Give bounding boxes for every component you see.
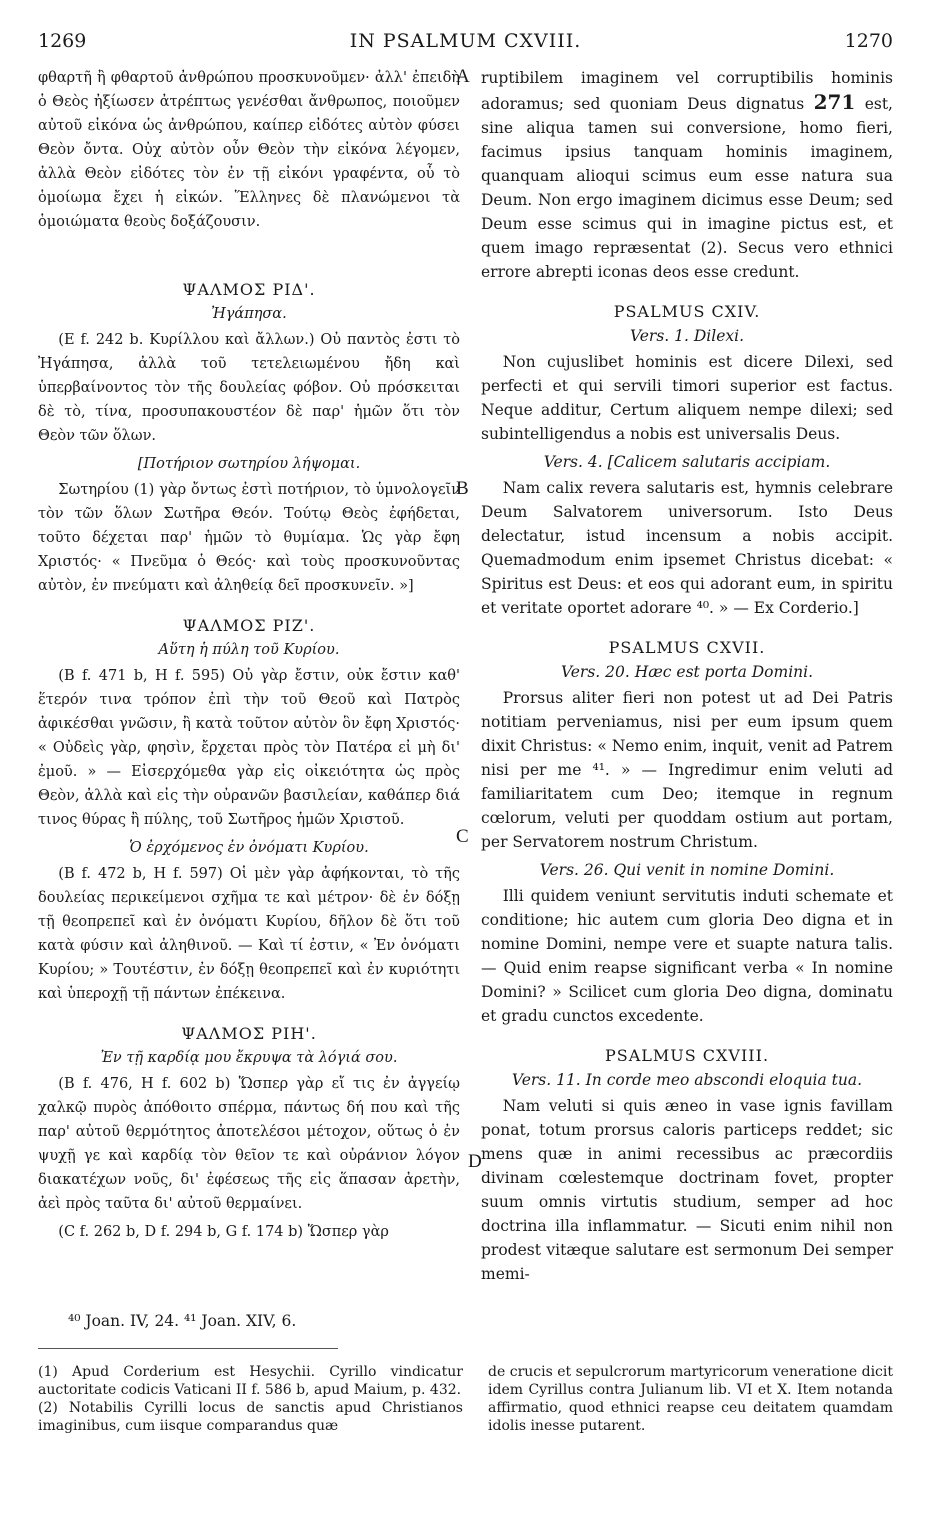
latin-text: ruptibilem imaginem vel corruptibilis hominis adoramus; sed quoniam Deus dignatus <box>481 69 893 113</box>
page-number-left: 1269 <box>38 30 87 52</box>
greek-verse-heading: Αὕτη ἡ πύλη τοῦ Κυρίου. <box>158 642 340 658</box>
greek-paragraph: (C f. 262 b, D f. 294 b, G f. 174 b) Ὥσπερ γὰρ <box>58 1224 389 1240</box>
latin-paragraph: Non cujuslibet hominis est dicere Dilexi, sed perfecti et qui servili timori superior est factus. Neque additur, Certum aliquem nempe dilexi; sed subintelligendus a nobis est universalis Deus. <box>481 353 893 443</box>
latin-psalm-heading: PSALMUS CXVII. <box>608 638 766 657</box>
greek-paragraph: (E f. 242 b. Κυρίλλου καὶ ἄλλων.) Οὐ παντὸς ἐστι τὸ Ἠγάπησα, ἀλλὰ τοῦ τετελειωμένου ἤδη καὶ ὑπερβαίνοντος τὸν τῆς δουλείας φόβον. Οὐ πρόσκειται δὲ τὸ, τίνα, προσυπακουστέον δὲ παρ' ἡμῶν ὅτι τὸν Θεὸν τῶν ὅλων. <box>38 332 460 444</box>
latin-psalm-heading: PSALMUS CXIV. <box>613 302 761 321</box>
latin-verse-heading: Vers. 26. Qui venit in nomine Domini. <box>539 861 835 879</box>
page-header <box>38 30 893 52</box>
latin-verse-heading: Vers. 4. [Calicem salutaris accipiam. <box>543 453 831 471</box>
editor-note: (2) Notabilis Cyrilli locus de sanctis apud Christianos imaginibus, cum iisque comparandus quæ <box>38 1400 463 1434</box>
margin-marker-a: A <box>456 66 470 87</box>
greek-psalm-heading: ΨΑΛΜΟΣ ΡΙΗ'. <box>181 1024 317 1043</box>
latin-column <box>481 66 893 1290</box>
margin-marker-d: D <box>468 1151 482 1172</box>
greek-verse-heading: Ἠγάπησα. <box>211 306 287 322</box>
scripture-footnotes: ⁴⁰ Joan. IV, 24. ⁴¹ Joan. XIV, 6. <box>68 1312 297 1330</box>
latin-paragraph: Illi quidem veniunt servitutis induti schemate et conditione; hic autem cum gloria Deo digna et in nomine Domini, nempe vere et suapte natura talis. — Quid enim reapse significant verba « In nomine Domini? » Scilicet cum gloria Deo digna, dominatu et gradu cunctos excedente. <box>481 887 893 1025</box>
editor-note: (1) Apud Corderium est Hesychii. Cyrillo vindicatur auctoritate codicis Vaticani II f. 586 b, apud Maium, p. 432. <box>38 1364 463 1398</box>
latin-verse-heading: Vers. 11. In corde meo abscondi eloquia tua. <box>511 1071 863 1089</box>
page-number-right: 1270 <box>844 30 893 52</box>
greek-paragraph: φθαρτῆ ἢ φθαρτοῦ ἀνθρώπου προσκυνοῦμεν· ἀλλ' ἐπειδὴ ὁ Θεὸς ἠξίωσεν ἀτρέπτως γενέσθαι ἄνθρωπος, ποιοῦμεν αὐτοῦ εἰκόνα ὡς ἀνθρώπου, καίπερ εἰδότες αὐτὸν φύσει Θεὸν ὄντα. Οὐχ αὐτὸν οὖν Θεὸν τὴν εἰκόνα λέγομεν, ἀλλὰ Θεὸν εἰδότες τὸν ἐν τῇ εἰκόνι γραφέντα, οὗ τὸ ὁμοίωμα ἔχει ἡ εἰκών. Ἕλληνες δὲ πλανώμενοι τὰ ὁμοιώματα θεοὺς δοξάζουσιν. <box>38 70 460 230</box>
latin-psalm-heading: PSALMUS CXVIII. <box>604 1046 770 1065</box>
editor-notes-left <box>38 1363 463 1435</box>
margin-marker-c: C <box>456 826 469 847</box>
greek-psalm-heading: ΨΑΛΜΟΣ ΡΙΔ'. <box>182 280 316 299</box>
greek-psalm-heading: ΨΑΛΜΟΣ ΡΙΖ'. <box>182 616 316 635</box>
latin-verse-heading: Vers. 1. Dilexi. <box>629 327 745 345</box>
editor-notes-right <box>488 1363 893 1435</box>
footnote-divider <box>38 1348 338 1349</box>
margin-marker-b: B <box>456 478 469 499</box>
latin-paragraph: Nam calix revera salutaris est, hymnis celebrare Deum Salvatorem universorum. Isto Deus delectatur, istud incensum a nobis accipit. Quemadmodum enim ipsemet Christus dicebat: « Spiritus est Deus: et eos qui adorant eum, in spiritu et veritate oportet adorare ⁴⁰. » — Ex Corderio.] <box>481 479 893 617</box>
column-number: 271 <box>813 90 856 114</box>
two-column-body <box>38 66 893 1290</box>
greek-column <box>38 66 460 1290</box>
greek-paragraph: Σωτηρίου (1) γὰρ ὄντως ἐστὶ ποτήριον, τὸ ὑμνολογεῖν τὸν τῶν ὅλων Σωτῆρα Θεόν. Τούτῳ Θεὸς ἐφήδεται, τοῦτο δέχεται παρ' ἡμῶν τὸ θυμίαμα. Ὡς γὰρ ἔφη Χριστός· « Πνεῦμα ὁ Θεός· καὶ τοὺς προσκυνοῦντας αὐτὸν, ἐν πνεύματι καὶ ἀληθείᾳ δεῖ προσκυνεῖν. »] <box>38 482 460 594</box>
latin-paragraph: Nam veluti si quis æneo in vase ignis favillam ponat, totum prorsus caloris particeps reddet; sic mens quæ in animi recessibus ac præcordiis divinam cœlestemque doctrinam fovet, propter suum omnis virtutis studium, semper ad hoc doctrina illa inflammatur. — Sicuti enim nihil non prodest vitæque salutare est sermonum Dei semper memi- <box>481 1097 893 1283</box>
latin-text: est, sine aliqua tamen sui conversione, homo fieri, facimus ipsius tanquam hominis imaginem, quanquam alioqui scimus eum esse natura sua Deum. Non ergo imaginem dicimus esse Deum; sed Deum esse scimus qui in imagine pictus est, et quem imago repræsentat (2). Secus vero ethnici errore abrepti iconas deos esse credunt. <box>481 95 893 281</box>
greek-verse-heading: [Ποτήριον σωτηρίου λήψομαι. <box>137 456 361 472</box>
latin-paragraph: Prorsus aliter fieri non potest ut ad Dei Patris notitiam perveniamus, nisi per eum ipsum quem dixit Christus: « Nemo enim, inquit, venit ad Patrem nisi per me ⁴¹. » — Ingredimur enim veluti ad familiaritatem cum Deo; itemque in regnum cœlorum, veluti per quoddam ostium aut portam, per Servatorem nostrum Christum. <box>481 689 893 851</box>
running-title: IN PSALMUM CXVIII. <box>349 30 582 52</box>
editor-notes <box>38 1363 893 1435</box>
greek-verse-heading: Ἐν τῇ καρδίᾳ μου ἔκρυψα τὰ λόγιά σου. <box>100 1050 398 1066</box>
latin-paragraph <box>481 66 893 284</box>
greek-paragraph: (B f. 471 b, H f. 595) Οὐ γὰρ ἔστιν, οὐκ ἔστιν καθ' ἕτερόν τινα τρόπον ἐπὶ τὴν τοῦ Θεοῦ καὶ Πατρὸς ἀφικέσθαι γνῶσιν, ἢ κατὰ τοῦτον αὐτὸν ὃν ἔφη Χριστός· « Οὐδεὶς γὰρ, φησὶν, ἔρχεται πρὸς τὸν Πατέρα εἰ μὴ δι' ἐμοῦ. » — Εἰσερχόμεθα γὰρ εἰς οἰκειότητα ὡς πρὸς Θεὸν, ἀλλὰ καὶ εἰς τὴν οὐρανῶν βασιλείαν, καθάπερ διά τινος θύρας ἢ πύλης, τοῦ Σωτῆρος ἡμῶν Χριστοῦ. <box>38 668 460 828</box>
greek-paragraph: (B f. 476, H f. 602 b) Ὥσπερ γὰρ εἴ τις ἐν ἀγγείῳ χαλκῷ πυρὸς ἀπόθοιτο σπέρμα, πάντως δή που καὶ τῆς παρ' αὐτοῦ θερμότητος ἀποτελέσοι μέτοχον, οὕτως ὁ ἐν ψυχῇ γε καὶ καρδίᾳ τὸν θεῖον τε καὶ οὐράνιον λόγον διακατέχων νοῦς, δι' ἐφέσεως τῆς εἰς ἅπασαν ἀρετὴν, ἀεὶ πρὸς ταῦτα δι' αὐτοῦ θερμαίνει. <box>38 1076 460 1212</box>
greek-verse-heading: Ὁ ἐρχόμενος ἐν ὀνόματι Κυρίου. <box>129 840 369 856</box>
greek-paragraph: (B f. 472 b, H f. 597) Οἱ μὲν γὰρ ἀφήκονται, τὸ τῆς δουλείας περικείμενοι σχῆμα τε καὶ μέτρον· δὲ ἐν δόξῃ τῇ θεοπρεπεῖ καὶ ἐν ὀνόματι Κυρίου, δῆλον δὲ ὅτι τοῦ κατὰ φύσιν καὶ ἀληθινοῦ. — Καὶ τί ἐστιν, « Ἐν ὀνόματι Κυρίου; » Τουτέστιν, ἐν δόξῃ θεοπρεπεῖ καὶ ἐν κυριότητι καὶ ὑπεροχῇ τῇ πάντων ἐπέκεινα. <box>38 866 460 1002</box>
editor-note: de crucis et sepulcrorum martyricorum veneratione dicit idem Cyrillus contra Julianum lib. VI et X. Item notanda affirmatio, quod ethnici reapse ceu deitatem quamdam idolis inesse putarent. <box>488 1364 893 1434</box>
latin-verse-heading: Vers. 20. Hæc est porta Domini. <box>560 663 814 681</box>
